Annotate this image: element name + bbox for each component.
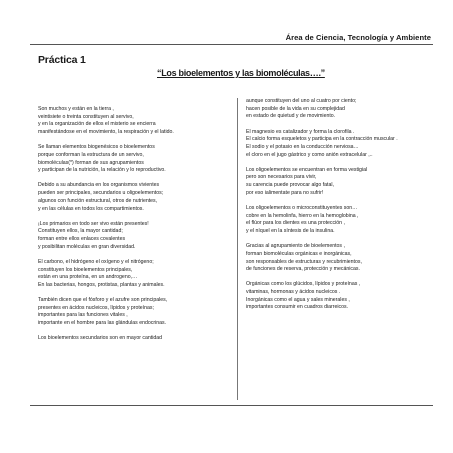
poem-stanza [246, 281, 436, 312]
poem-line: hacen posible de la vida en su complejidad [246, 105, 345, 112]
poem-line: Gracias al agrupamiento de bioelementos , [246, 243, 345, 250]
poem-line: importante en el hombre para las glándulas endocrinas. [38, 320, 167, 327]
poem-stanza [246, 243, 436, 274]
poem-stanza [38, 335, 228, 343]
poem-stanza [38, 221, 228, 252]
poem-line: veintisiete o treinta constituyen al servivo, [38, 113, 134, 120]
poem-line: manifestándose en el movimiento, la respiración y el latido. [38, 129, 174, 136]
practice-label: Práctica 1 [38, 54, 86, 66]
poem-line: Los bioelementos secundarios son en mayor cantidad [38, 335, 162, 342]
poem-line: Se llaman elementos biogenésicos o bioelementos [38, 144, 155, 151]
poem-line: El calcio forma esqueletos y participa en la contracción muscular . [246, 136, 398, 143]
poem-line: El magnesio es catalizador y forma la clorofila . [246, 128, 355, 135]
poem-stanza [38, 297, 228, 328]
poem-line: importantes para las funciones vitales , [38, 312, 128, 319]
poem-stanza [38, 106, 228, 137]
poem-line: están en una proteína, en un androgeno,… [38, 274, 138, 281]
poem-line: en estado de quietud y de movimiento. [246, 113, 336, 120]
poem-stanza [246, 129, 436, 160]
poem-line: Constituyen ellos, la mayor cantidad; [38, 228, 123, 235]
poem-line: el cloro en el jugo gástrico y como anión extracelular ,.. [246, 151, 373, 158]
poem-line: En las bacterias, hongos, protistas, plantas y animales. [38, 281, 165, 288]
poem-line: y en las células en todos los compartimientos. [38, 205, 144, 212]
poem-line: pero son necesarios para vivir, [246, 174, 317, 181]
left-column [38, 106, 228, 350]
poem-line: importantes consumir en cuadros diarreicos. [246, 304, 349, 311]
subject-area-header: Área de Ciencia, Tecnología y Ambiente [285, 33, 431, 42]
poem-line: El sodio y el potasio en la conducción nerviosa… [246, 143, 359, 150]
column-divider [237, 98, 238, 400]
poem-line: algunos con función estructural, otros de nutrientes, [38, 197, 158, 204]
poem-line: Orgánicas como los glúcidos, lípidos y proteínas , [246, 281, 361, 288]
poem-line: aunque constituyen del uno al cuatro por ciento; [246, 98, 357, 104]
poem-line: ¡Los primarios en todo ser vivo están presentes! [38, 220, 149, 227]
poem-line: Debido a su abundancia en los organismos vivientes [38, 182, 160, 189]
poem-line: Son muchos y están en la tierra , [38, 106, 114, 112]
poem-line: constituyen los bioelementos principales, [38, 266, 133, 273]
poem-line: su carencia puede provocar algo fatal, [246, 182, 334, 189]
footer-divider [30, 405, 433, 406]
poem-line: El carbono, el hidrógeno el oxígeno y el nitrógeno; [38, 258, 154, 265]
document-title: “Los bioelementos y las biomoléculas….” [157, 68, 325, 78]
poem-line: forman biomoléculas orgánicas e inorgánicas, [246, 250, 352, 257]
poem-line: pueden ser principales, secundarios u oligoelementos; [38, 190, 164, 197]
poem-line: son responsables de estructuras y recubrimientos, [246, 258, 362, 265]
poem-stanza [38, 144, 228, 175]
poem-line: biomoléculas(*) forman de sus agrupamientos [38, 159, 144, 166]
header-divider [30, 44, 433, 45]
poem-line: de funciones de reserva, protección y mecánicas. [246, 266, 360, 273]
poem-line: y participan de la nutrición, la relación y lo reproductivo. [38, 167, 166, 174]
poem-line: presentes en ácidos nucleicos, lípidos y proteínas; [38, 304, 154, 311]
poem-stanza [38, 259, 228, 290]
poem-stanza [246, 205, 436, 236]
poem-line: y el níquel en la síntesis de la insulina. [246, 228, 335, 235]
poem-line: También dicen que el fósforo y el azufre son principales, [38, 297, 168, 304]
poem-line: vitaminas, hormonas y ácidos nucleicos . [246, 289, 341, 296]
poem-line: por eso ialimentate para no sufrir! [246, 189, 324, 196]
right-column [246, 98, 436, 320]
poem-stanza [246, 167, 436, 198]
poem-line: el flúor para los dientes es una protección , [246, 220, 345, 227]
poem-stanza [38, 182, 228, 213]
poem-line: y en la organización de ellos el misterio se encierra [38, 121, 156, 128]
poem-line: Inorgánicas como el agua y sales minerales , [246, 296, 350, 303]
poem-line: Los oligoelementos se encuentran en forma vestigial [246, 166, 368, 173]
poem-line: y posibilitan moléculas en gran diversidad. [38, 243, 136, 250]
poem-line: cobre en la hemolinfa, hierro en la hemoglobina , [246, 212, 359, 219]
poem-line: Los oligoelementos o microconstituyentes son… [246, 204, 358, 211]
poem-stanza [246, 98, 436, 121]
poem-line: forman entre ellos enlaces covalentes [38, 236, 126, 243]
poem-line: porque conforman la estructura de un servivo, [38, 151, 144, 158]
